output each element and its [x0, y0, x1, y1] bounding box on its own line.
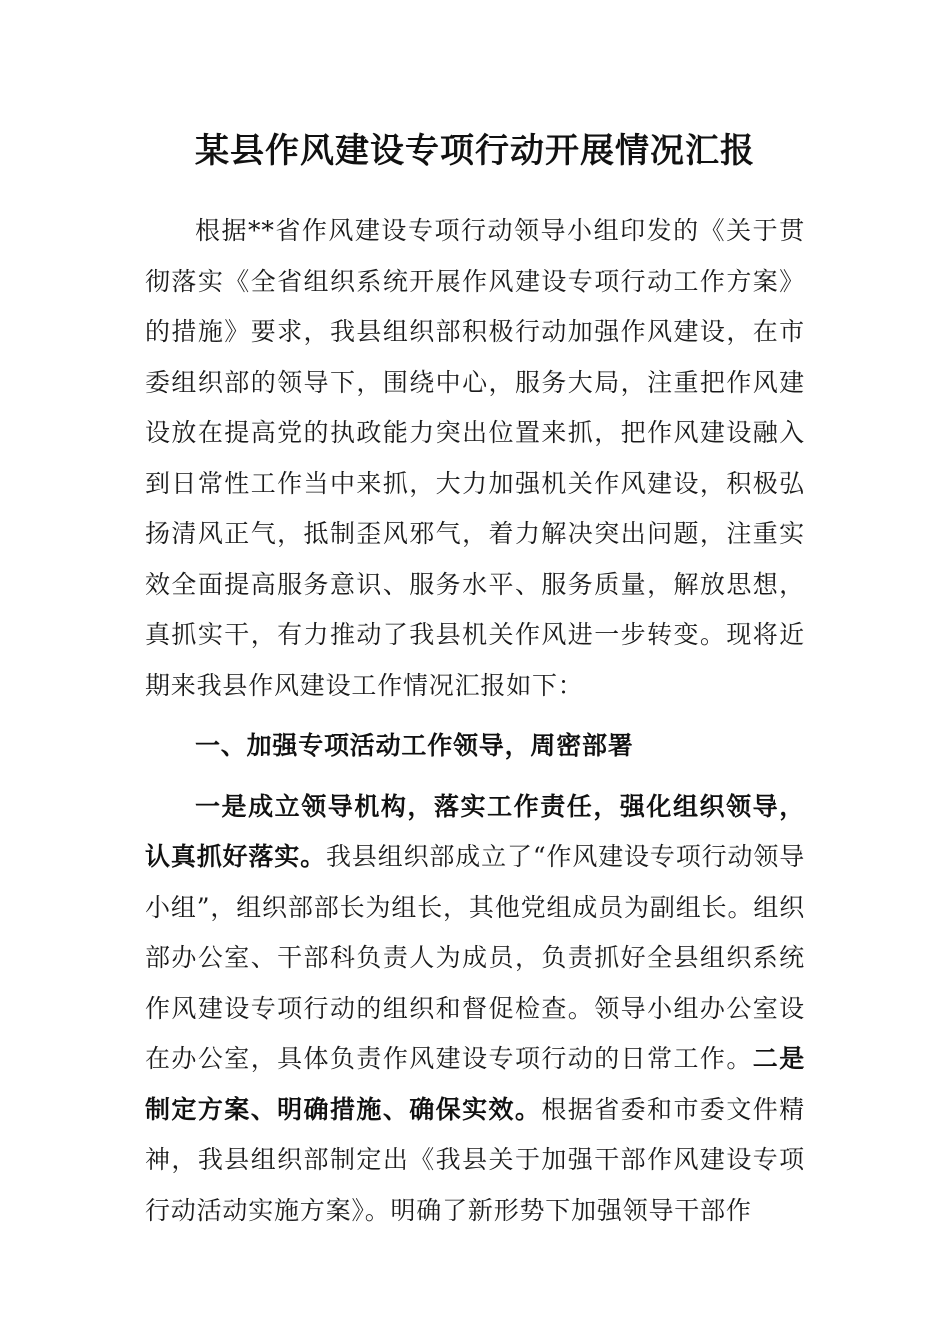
- point-one-text: 我县组织部成立了“作风建设专项行动领导小组”，组织部部长为组长，其他党组成员为副组长。组织部办公室、干部科负责人为成员，负责抓好全县组织系统作风建设专项行动的组织和督促检查。领导小组办公室设在办公室，具体负责作风建设专项行动的日常工作。: [145, 842, 805, 1073]
- point-two-lead: 二是制定方案、明确措施、确保实效。: [145, 1044, 805, 1124]
- point-one-lead: 一是成立领导机构，落实工作责任，强化组织领导，认真抓好落实。: [145, 791, 805, 871]
- intro-paragraph: 根据**省作风建设专项行动领导小组印发的《关于贯彻落实《全省组织系统开展作风建设专项行动工作方案》的措施》要求，我县组织部积极行动加强作风建设，在市委组织部的领导下，围绕中心，服务大局，注重把作风建设放在提高党的执政能力突出位置来抓，把作风建设融入到日常性工作当中来抓，大力加强机关作风建设，积极弘扬清风正气，抵制歪风邪气，着力解决突出问题，注重实效全面提高服务意识、服务水平、服务质量，解放思想，真抓实干，有力推动了我县机关作风进一步转变。现将近期来我县作风建设工作情况汇报如下：: [145, 216, 805, 700]
- section-paragraph: [145, 782, 805, 1237]
- document-body: [145, 120, 805, 1236]
- document-title: 某县作风建设专项行动开展情况汇报: [195, 131, 755, 171]
- section-heading: 一、加强专项活动工作领导，周密部署: [195, 731, 634, 760]
- point-two-text: 根据省委和市委文件精神，我县组织部制定出《我县关于加强干部作风建设专项行动活动实施方案》。明确了新形势下加强领导干部作: [145, 1094, 805, 1225]
